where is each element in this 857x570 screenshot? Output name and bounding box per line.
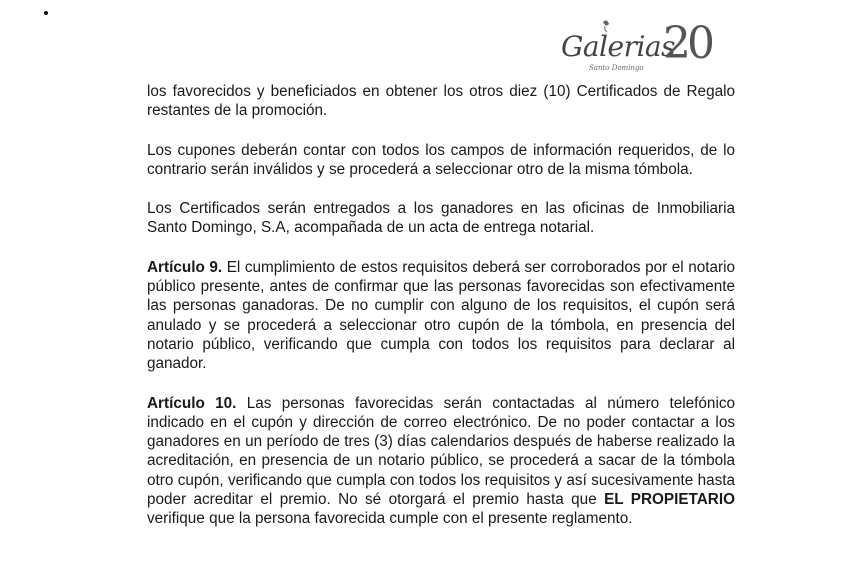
scan-dot xyxy=(44,11,48,15)
paragraph-1: los favorecidos y beneficiados en obtener los otros diez (10) Certificados de Regalo restantes de la promoción. xyxy=(147,83,735,120)
galerias-logo: Galerias xyxy=(561,30,675,63)
article-9: Artículo 9. El cumplimiento de estos requisitos deberá ser corroborados por el notario público presente, antes de confirmar que las personas favorecidas son efectivamente las personas ganadoras. De no cumplir con alguno de los requisitos, el cupón será anulado y se procederá a seleccionar otro cupón de la tómbola, en presencia del notario público, verificando que cumpla con todos los requisitos para declarar al ganador. xyxy=(147,258,736,373)
owner-term: EL PROPIETARIO xyxy=(604,491,736,509)
anniversary-logo: 20 xyxy=(663,18,711,69)
paragraph-2: Los cupones deberán contar con todos los campos de información requeridos, de lo contrario serán inválidos y se procederá a seleccionar otro de la misma tómbola. xyxy=(147,141,735,178)
galerias-subtitle: Santo Domingo xyxy=(589,64,644,72)
header-logos xyxy=(545,18,735,78)
article-9-heading: Artículo 9. xyxy=(147,258,223,276)
article-10-heading: Artículo 10. xyxy=(147,394,237,412)
paragraph-3: Los Certificados serán entregados a los ganadores en las oficinas de Inmobiliaria Santo Domingo, S.A, acompañada de un acta de entrega notarial. xyxy=(147,200,735,237)
document-body xyxy=(147,82,735,549)
article-10: Artículo 10. Las personas favorecidas serán contactadas al número telefónico indicado en el cupón y dirección de correo electrónico. De no poder contactar a los ganadores en un período de tres (3) días calendarios después de haberse realizado la acreditación, en presencia de un notario público, se procederá a sacar de la tómbola otro cupón, verificando que cumpla con todos los requisitos y así sucesivamente hasta poder acreditar el premio. No sé otorgará el premio hasta que EL PROPIETARIO verifique que la persona favorecida cumple con el presente reglamento. xyxy=(147,394,736,528)
